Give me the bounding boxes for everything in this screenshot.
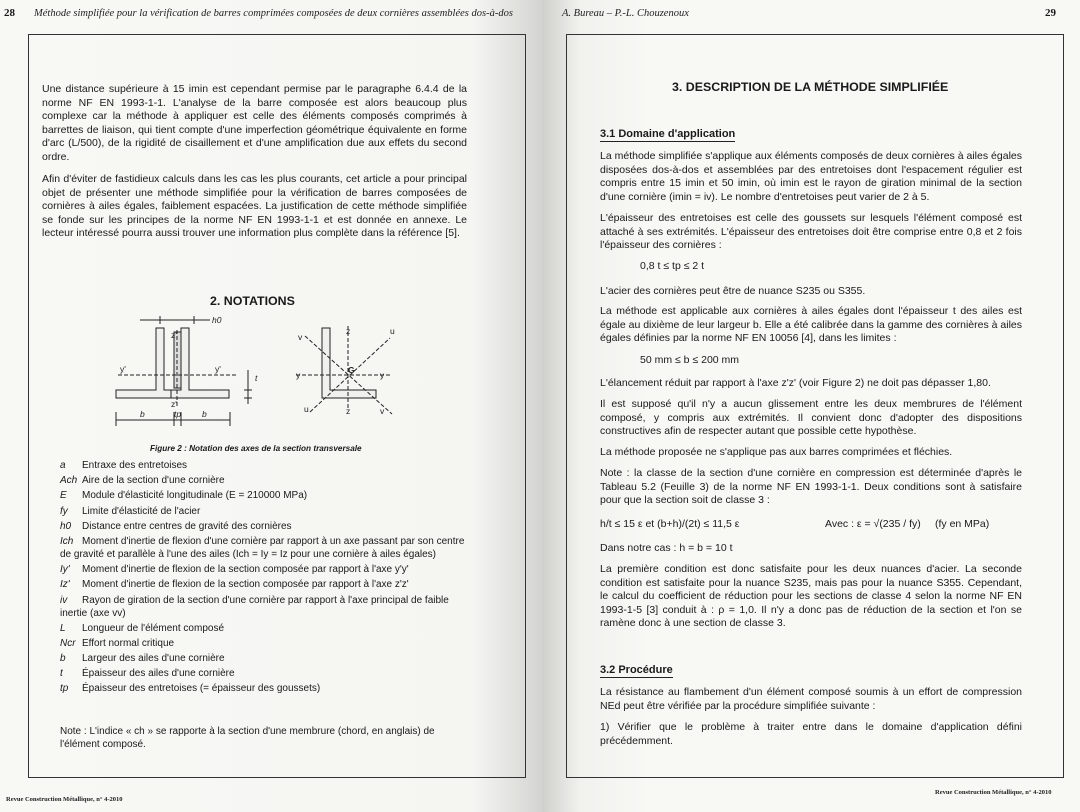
paragraph-notre-cas: Dans notre cas : h = b = 10 t: [600, 542, 733, 554]
notation-item: [60, 594, 465, 620]
notation-text: Module d'élasticité longitudinale (E = 210000 MPa): [82, 490, 308, 502]
label-z-top: z: [346, 326, 351, 336]
notation-symbol: b: [60, 653, 66, 665]
notation-symbol: E: [60, 490, 67, 502]
notation-symbol: a: [60, 460, 66, 471]
section-title-notations: 2. NOTATIONS: [210, 294, 295, 308]
label-v-bottom: v: [380, 406, 385, 416]
label-z-prime-bottom: z': [171, 399, 177, 409]
label-y-prime-left: y': [120, 364, 126, 374]
label-v-top: v: [298, 332, 303, 342]
label-y-prime-right: y': [215, 364, 221, 374]
notation-symbol: Iy': [60, 564, 70, 576]
notation-symbol: Iz': [60, 579, 70, 591]
notation-item: [60, 459, 465, 472]
notation-text: Effort normal critique: [82, 637, 175, 649]
notation-text: Rayon de giration de la section d'une cornière par rapport à l'axe principal de faible inertie (axe vv): [60, 594, 449, 619]
notation-symbol: Ach: [60, 475, 78, 487]
notation-item: [60, 474, 465, 487]
notation-item: [60, 520, 465, 533]
label-b-right: b: [202, 409, 207, 419]
formula-b: 50 mm ≤ b ≤ 200 mm: [640, 354, 740, 366]
notation-symbol: iv: [60, 594, 68, 606]
paragraph-acier: L'acier des cornières peut être de nuance S235 ou S355.: [600, 285, 866, 297]
notation-text: Distance entre centres de gravité des cornières: [82, 520, 292, 532]
paragraph-applicable: La méthode est applicable aux cornières à ailes égales dont l'épaisseur t des ailes est égale au dixième de leur largeur b. Elle a été calibrée dans la gamme des cornières à ailes égales définies par la norme NF EN 10056 [4], dans les limites :: [600, 305, 1022, 345]
notation-text: Limite d'élasticité de l'acier: [82, 505, 201, 517]
notation-text: Moment d'inertie de flexion de la section composée par rapport à l'axe z'z': [82, 579, 409, 591]
notation-item: [60, 563, 465, 576]
intro-paragraph-1: Une distance supérieure à 15 imin est cependant permise par le paragraphe 6.4.4 de la norme NF EN 1993-1-1. L'analyse de la barre composée est alors beaucoup plus complexe car la méthode à appliquer est celle des éléments composés comprimés à barrettes de liaison, qui tient compte d'une imperfection géométrique équivalente en forme d'arc (L/500), de la rigidité de cisaillement et d'une amplification due aux effets du second ordre.: [42, 83, 467, 163]
notation-text: Moment d'inertie de flexion de la section composée par rapport à l'axe y'y': [82, 564, 409, 576]
notation-symbol: fy: [60, 505, 68, 517]
label-G: G: [348, 365, 355, 375]
paragraph-glissement: Il est supposé qu'il n'y a aucun glissement entre les deux membrures de l'élément composé, y compris aux extrémités. Il convient donc d'adopter des dispositions constructives afin de respecter autant que possible cette hypothèse.: [600, 398, 1022, 438]
notation-item: [60, 682, 465, 695]
notation-note: Note : L'indice « ch » se rapporte à la section d'une membrure (chord, en anglais) de l'élément composé.: [60, 726, 435, 750]
page-number-left: 28: [4, 7, 15, 19]
notation-symbol: Ncr: [60, 637, 76, 649]
formula-conditions: h/t ≤ 15 ε et (b+h)/(2t) ≤ 11,5 ε: [600, 518, 740, 530]
section-title-description: 3. DESCRIPTION DE LA MÉTHODE SIMPLIFIÉE: [672, 80, 949, 94]
right-page: [542, 0, 1080, 812]
notation-item: [60, 667, 465, 680]
notation-text: Épaisseur des ailes d'une cornière: [82, 668, 235, 680]
notation-symbol: t: [60, 668, 63, 680]
formula-epsilon: Avec : ε = √(235 / fy): [825, 518, 921, 530]
running-header-left: Méthode simplifiée pour la vérification de barres comprimées composées de deux cornières assemblées dos-à-dos: [34, 8, 513, 19]
notation-text: Moment d'inertie de flexion d'une cornière par rapport à un axe passant par son centre de gravité et parallèle à l'une des ailes (Ich = Iy = Iz pour une cornière à ailes égales): [60, 535, 465, 560]
procedure-step-1: 1) Vérifier que le problème à traiter entre dans le domaine d'application défini précédemment.: [600, 721, 1022, 747]
subsection-procedure: 3.2 Procédure: [600, 664, 673, 676]
paragraph-classe-note: Note : la classe de la section d'une cornière en compression est déterminée d'après le Tableau 5.2 (Feuille 3) de la norme NF EN 1993-1-1. Deux conditions sont à satisfaire pour que la section soit de classe 3 :: [600, 467, 1022, 507]
notation-item: [60, 489, 465, 502]
label-u-top: u: [390, 326, 395, 336]
notation-text: Largeur des ailes d'une cornière: [82, 653, 225, 665]
figure-caption: Figure 2 : Notation des axes de la section transversale: [150, 444, 362, 453]
label-u-bottom: u: [304, 404, 309, 414]
subsection-domaine: 3.1 Domaine d'application: [600, 128, 736, 140]
notation-item: [60, 505, 465, 518]
label-z-bottom: z: [346, 406, 351, 416]
notation-item: [60, 622, 465, 635]
cross-section-figure: [100, 308, 430, 438]
label-z-prime-top: z': [171, 330, 177, 340]
page-number-right: 29: [1045, 7, 1056, 19]
paragraph-domaine: La méthode simplifiée s'applique aux éléments composés de deux cornières à ailes égales disposées dos-à-dos et assemblées par des entretoises dont l'espacement régulier est compris entre 15 imin et 50 imin, où imin est le rayon de giration minimal de la section d'une cornière (imin = iv). Le nombre d'entretoises peut varier de 2 à 5.: [600, 150, 1022, 203]
label-y-left: y: [296, 370, 301, 380]
notation-symbol: L: [60, 622, 66, 634]
notation-item: [60, 578, 465, 591]
notation-text: Longueur de l'élément composé: [82, 622, 225, 634]
notation-symbol: Ich: [60, 535, 74, 547]
label-tp: tp: [174, 409, 182, 419]
label-t: t: [255, 373, 258, 383]
intro-paragraph-2: Afin d'éviter de fastidieux calculs dans les cas les plus courants, cet article a pour principal objet de présenter une méthode simplifiée pour la vérification de barres composées de cornières à ailes égales, faiblement espacées. La justification de cette méthode simplifiée se fonde sur les principes de la norme NF EN 1993-1-1 et est donnée en annexe. Le lecteur intéressé pourra aussi trouver une information plus complète dans la référence [5].: [42, 173, 467, 240]
notation-symbol: h0: [60, 520, 72, 532]
label-y-right: y: [380, 370, 385, 380]
paragraph-elancement: L'élancement réduit par rapport à l'axe z'z' (voir Figure 2) ne doit pas dépasser 1,80.: [600, 377, 991, 389]
footer-right: Revue Construction Métallique, n° 4-2010: [935, 789, 1052, 796]
paragraph-procedure: La résistance au flambement d'un élément composé soumis à un effort de compression NEd peut être vérifiée par la procédure simplifiée suivante :: [600, 686, 1022, 712]
running-header-right: A. Bureau – P.-L. Chouzenoux: [562, 8, 689, 19]
formula-tp: 0,8 t ≤ tp ≤ 2 t: [640, 260, 705, 272]
notation-symbol: tp: [60, 683, 69, 695]
notation-item: [60, 652, 465, 665]
notation-text: Entraxe des entretoises: [82, 460, 188, 471]
paragraph-flechies: La méthode proposée ne s'applique pas aux barres comprimées et fléchies.: [600, 446, 953, 458]
paragraph-premiere-condition: La première condition est donc satisfaite pour les deux nuances d'acier. La seconde condition est satisfaite pour la nuance S235, mais pas pour la nuance S355. Cependant, le calcul du coefficient de réduction pour les sections de classe 4 selon la norme NF EN 1993-1-5 [3] conduit à : ρ = 1,0. Il n'y a donc pas de réduction de la section et l'on se ramène donc à une section de classe 3.: [600, 563, 1022, 630]
footer-left: Revue Construction Métallique, n° 4-2010: [6, 796, 123, 803]
notation-list: [60, 459, 465, 698]
label-h0: h0: [212, 315, 222, 325]
left-page: [0, 0, 538, 812]
notation-text: Épaisseur des entretoises (= épaisseur des goussets): [82, 683, 321, 695]
notation-item: [60, 637, 465, 650]
notation-item: [60, 535, 465, 561]
label-b-left: b: [140, 409, 145, 419]
notation-text: Aire de la section d'une cornière: [82, 475, 225, 487]
paragraph-epaisseur: L'épaisseur des entretoises est celle des goussets sur lesquels l'élément composé est attaché à ses extrémités. L'épaisseur des entretoises doit être comprise entre 0,8 et 2 fois l'épaisseur des cornières :: [600, 212, 1022, 252]
formula-fy-unit: (fy en MPa): [935, 518, 990, 530]
